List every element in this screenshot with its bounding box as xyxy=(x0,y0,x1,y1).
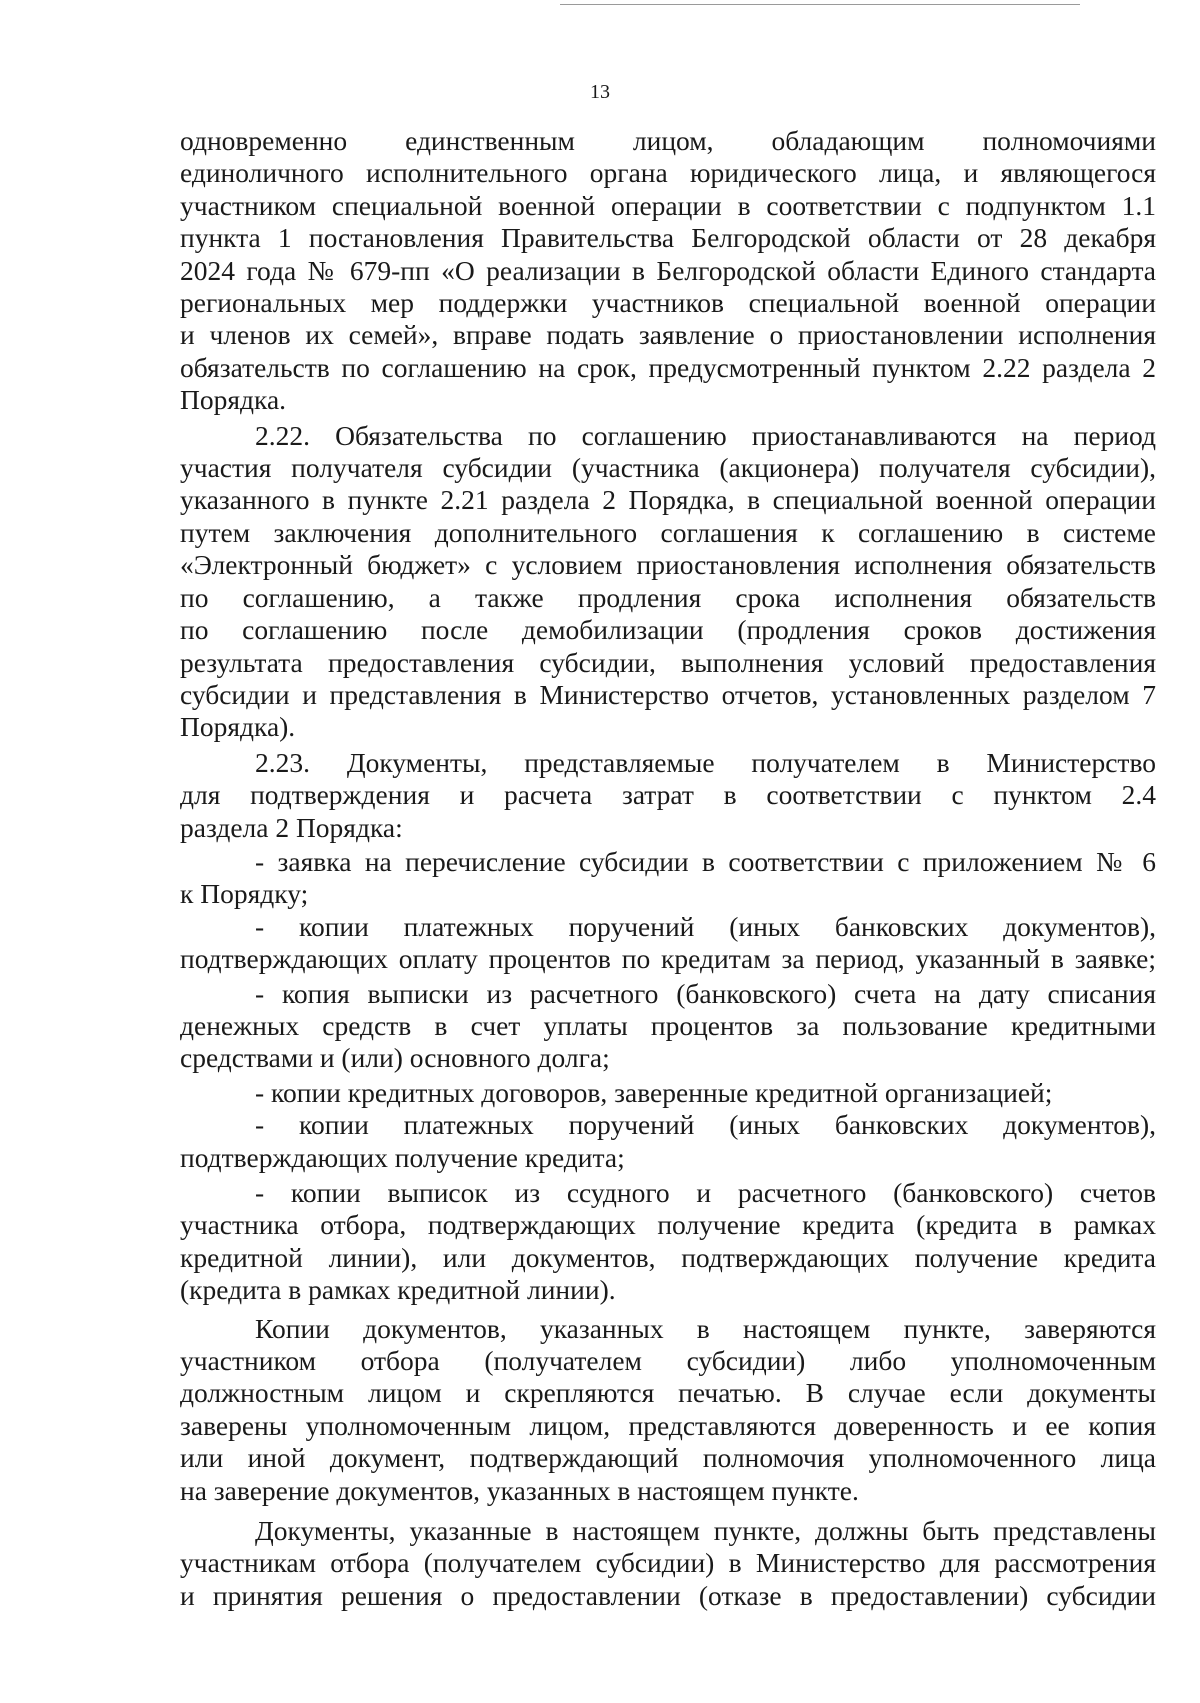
text-line: участия получателя субсидии (участника (акционера) получателя субсидии), xyxy=(180,452,1156,484)
text-line: должностным лицом и скрепляются печатью. В случае если документы xyxy=(180,1377,1156,1409)
text-line: 2.22. Обязательства по соглашению приостанавливаются на период xyxy=(255,419,1156,451)
text-line: денежных средств в счет уплаты процентов за пользование кредитными xyxy=(180,1009,1156,1041)
text-line: 2024 года № 679-пп «О реализации в Белгородской области Единого стандарта xyxy=(180,254,1156,286)
text-line: участником специальной военной операции в соответствии с подпунктом 1.1 xyxy=(180,189,1156,221)
text-line: Документы, указанные в настоящем пункте, должны быть представлены xyxy=(255,1515,1156,1547)
text-line: указанного в пункте 2.21 раздела 2 Порядка, в специальной военной операции xyxy=(180,484,1156,516)
text-line: подтверждающих получение кредита; xyxy=(180,1141,625,1173)
page-number: 13 xyxy=(590,81,610,103)
text-line: региональных мер поддержки участников специальной военной операции xyxy=(180,287,1156,319)
text-line: раздела 2 Порядка: xyxy=(180,811,403,843)
text-line: 2.23. Документы, представляемые получателем в Министерство xyxy=(255,746,1156,778)
text-line: Порядка. xyxy=(180,384,287,416)
text-line: субсидии и представления в Министерство отчетов, установленных разделом 7 xyxy=(180,678,1156,710)
text-line: «Электронный бюджет» с условием приостановления исполнения обязательств xyxy=(180,549,1156,581)
text-line: и принятия решения о предоставлении (отказе в предоставлении) субсидии xyxy=(180,1579,1156,1611)
text-line: заверены уполномоченным лицом, представляются доверенность и ее копия xyxy=(180,1409,1156,1441)
text-line: участникам отбора (получателем субсидии) в Министерство для рассмотрения xyxy=(180,1547,1156,1579)
text-line: по соглашению, а также продления срока исполнения обязательств xyxy=(180,581,1156,613)
text-line: кредитной линии), или документов, подтверждающих получение кредита xyxy=(180,1241,1156,1273)
document-body xyxy=(180,125,1156,1612)
text-line: (кредита в рамках кредитной линии). xyxy=(180,1274,616,1306)
text-line: подтверждающих оплату процентов по кредитам за период, указанный в заявке; xyxy=(180,943,1156,975)
text-line: - копия выписки из расчетного (банковского) счета на дату списания xyxy=(255,977,1156,1009)
text-line: - заявка на перечисление субсидии в соответствии с приложением № 6 xyxy=(255,845,1156,877)
text-line: - копии кредитных договоров, заверенные кредитной организацией; xyxy=(255,1076,1053,1108)
text-line: - копии выписок из ссудного и расчетного (банковского) счетов xyxy=(255,1177,1156,1208)
text-line: к Порядку; xyxy=(180,878,309,910)
text-line: на заверение документов, указанных в настоящем пункте. xyxy=(180,1474,859,1506)
text-line: Копии документов, указанных в настоящем пункте, заверяются xyxy=(255,1312,1156,1344)
text-line: - копии платежных поручений (иных банковских документов), xyxy=(255,1109,1156,1141)
text-line: по соглашению после демобилизации (продления сроков достижения xyxy=(180,614,1156,646)
text-line: путем заключения дополнительного соглашения к соглашению в системе xyxy=(180,516,1156,548)
text-line: средствами и (или) основного долга; xyxy=(180,1042,610,1074)
text-line: обязательств по соглашению на срок, предусмотренный пунктом 2.22 раздела 2 xyxy=(180,351,1156,383)
text-line: и членов их семей», вправе подать заявление о приостановлении исполнения xyxy=(180,319,1156,351)
text-line: или иной документ, подтверждающий полномочия уполномоченного лица xyxy=(180,1442,1156,1474)
text-line: участником отбора (получателем субсидии) либо уполномоченным xyxy=(180,1345,1156,1377)
top-rule xyxy=(560,4,1080,5)
text-line: одновременно единственным лицом, обладающим полномочиями xyxy=(180,125,1156,156)
text-line: результата предоставления субсидии, выполнения условий предоставления xyxy=(180,646,1156,678)
text-line: для подтверждения и расчета затрат в соответствии с пунктом 2.4 xyxy=(180,779,1156,811)
text-line: - копии платежных поручений (иных банковских документов), xyxy=(255,910,1156,942)
text-line: Порядка). xyxy=(180,711,296,743)
text-line: участника отбора, подтверждающих получение кредита (кредита в рамках xyxy=(180,1209,1156,1241)
text-line: пункта 1 постановления Правительства Белгородской области от 28 декабря xyxy=(180,222,1156,254)
text-line: единоличного исполнительного органа юридического лица, и являющегося xyxy=(180,157,1156,189)
